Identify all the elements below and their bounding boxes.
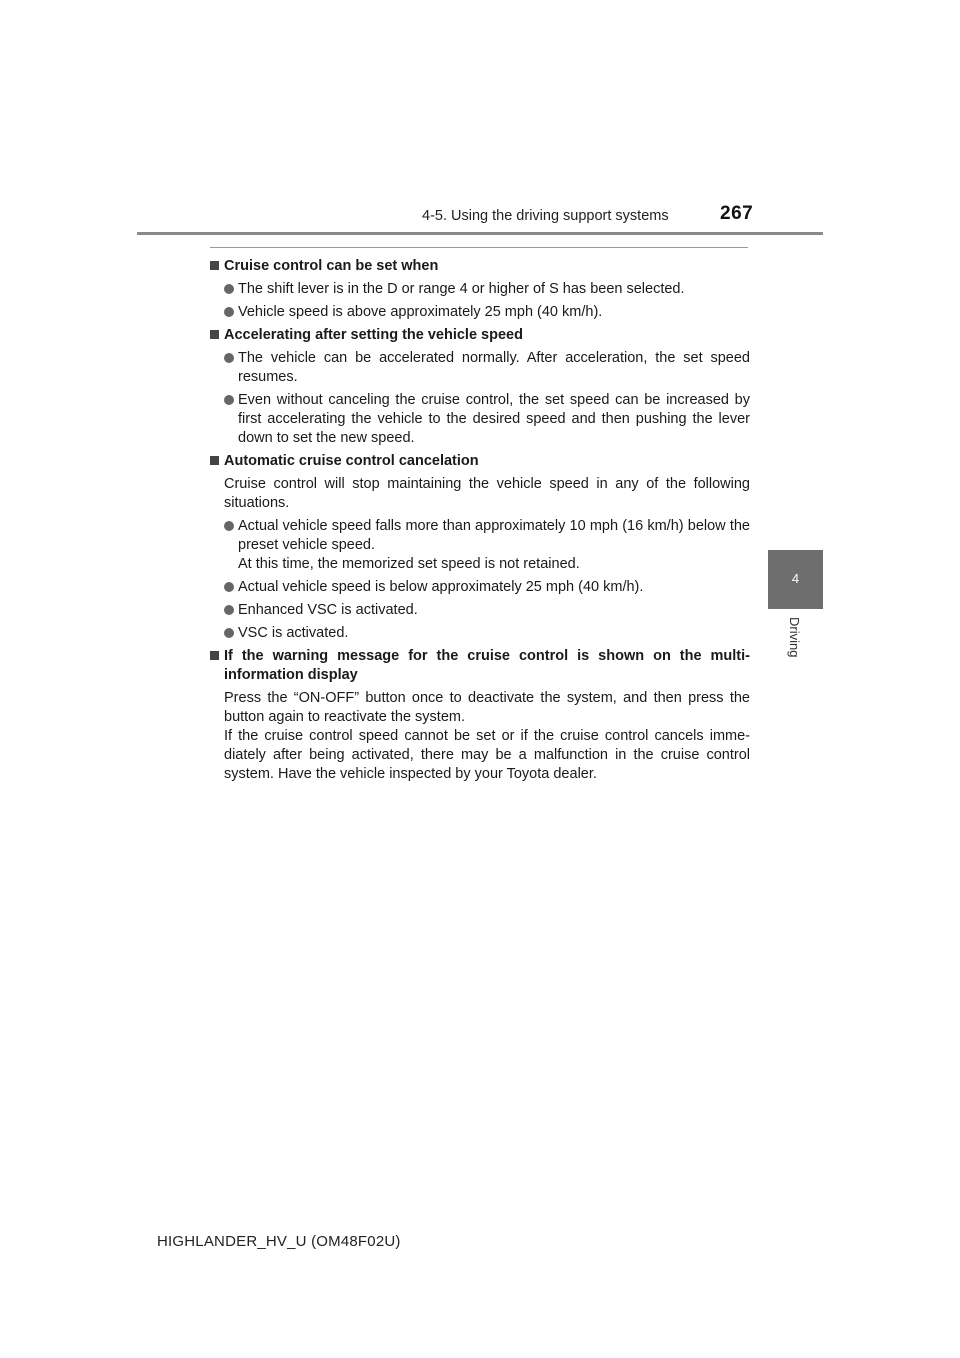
section-heading-text: Cruise control can be set when xyxy=(224,258,439,274)
list-item xyxy=(210,391,750,448)
list-item-text: The shift lever is in the D or range 4 or higher of S has been selected. xyxy=(238,281,685,297)
list-item xyxy=(210,303,750,322)
square-bullet-icon xyxy=(210,261,219,270)
chapter-label: Driving xyxy=(787,617,802,658)
list-item-text: Enhanced VSC is activated. xyxy=(238,602,418,618)
section-heading xyxy=(210,257,750,276)
circle-bullet-icon xyxy=(224,605,234,615)
section-automatic-cancelation xyxy=(210,452,750,643)
section-heading xyxy=(210,452,750,471)
section-heading xyxy=(210,326,750,345)
content-divider xyxy=(210,247,748,248)
section-heading xyxy=(210,647,750,685)
list-item xyxy=(210,349,750,387)
circle-bullet-icon xyxy=(224,284,234,294)
chapter-tab xyxy=(768,550,823,609)
section-heading-text: Automatic cruise control cancelation xyxy=(224,453,479,469)
square-bullet-icon xyxy=(210,456,219,465)
paragraph: Press the “ON-OFF” button once to deactivate the system, and then press the button again to reactivate the system. xyxy=(224,690,750,725)
section-cruise-set-conditions xyxy=(210,257,750,322)
page-number: 267 xyxy=(720,203,754,224)
list-item-text: VSC is activated. xyxy=(238,625,349,641)
list-item-text: The vehicle can be accelerated normally. After acceleration, the set speed resumes. xyxy=(238,350,750,385)
section-heading-text: Accelerating after setting the vehicle speed xyxy=(224,327,523,343)
list-item xyxy=(210,578,750,597)
section-title: 4-5. Using the driving support systems xyxy=(422,208,669,224)
circle-bullet-icon xyxy=(224,521,234,531)
footer-model-code: HIGHLANDER_HV_U (OM48F02U) xyxy=(157,1233,401,1250)
list-item xyxy=(210,280,750,299)
section-heading-text: If the warning message for the cruise control is shown on the multi-information display xyxy=(224,648,750,683)
section-warning-message xyxy=(210,647,750,784)
list-item-text: Vehicle speed is above approximately 25 mph (40 km/h). xyxy=(238,304,603,320)
header-divider xyxy=(137,232,823,235)
list-item-note: At this time, the memorized set speed is not retained. xyxy=(238,556,580,572)
list-item xyxy=(210,601,750,620)
chapter-number: 4 xyxy=(791,571,800,586)
page-content xyxy=(210,257,750,788)
square-bullet-icon xyxy=(210,330,219,339)
list-item xyxy=(210,624,750,643)
circle-bullet-icon xyxy=(224,582,234,592)
circle-bullet-icon xyxy=(224,628,234,638)
paragraph: If the cruise control speed cannot be set or if the cruise control cancels imme-diately after being activated, there may be a malfunction in the cruise control system. Have the vehicle inspected by your Toyota dealer. xyxy=(224,728,750,782)
list-item-text: Actual vehicle speed falls more than approximately 10 mph (16 km/h) below the preset vehicle speed. xyxy=(238,518,750,553)
circle-bullet-icon xyxy=(224,353,234,363)
section-accelerating xyxy=(210,326,750,448)
square-bullet-icon xyxy=(210,651,219,660)
list-item-text: Even without canceling the cruise control, the set speed can be increased by first accelerating the vehicle to the desired speed and then pushing the lever down to set the new speed. xyxy=(238,392,750,446)
list-item-text: Actual vehicle speed is below approximately 25 mph (40 km/h). xyxy=(238,579,644,595)
circle-bullet-icon xyxy=(224,395,234,405)
list-item xyxy=(210,517,750,574)
circle-bullet-icon xyxy=(224,307,234,317)
section-intro: Cruise control will stop maintaining the vehicle speed in any of the following situations. xyxy=(224,476,750,511)
